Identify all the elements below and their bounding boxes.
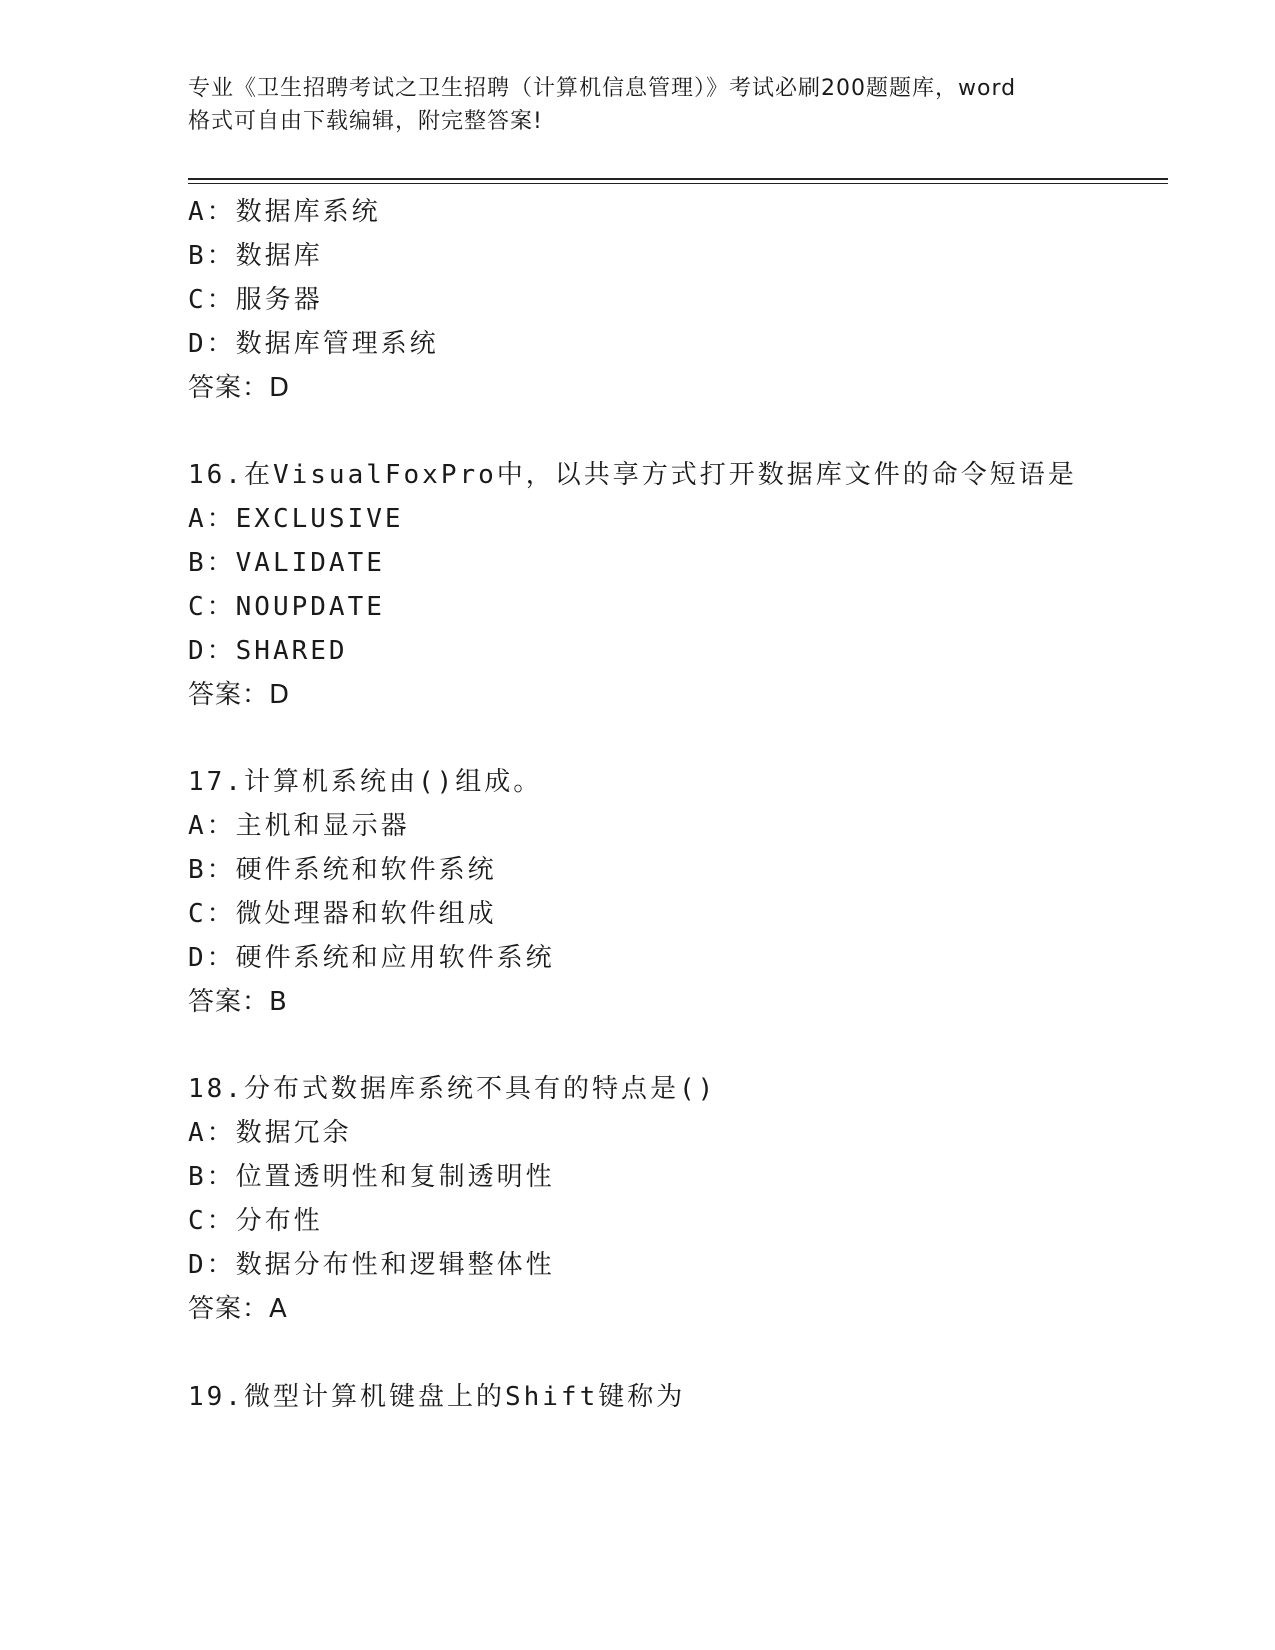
q17-option-c: C：微处理器和软件组成: [188, 899, 497, 929]
header-line-2: 格式可自由下载编辑，附完整答案!: [188, 109, 543, 134]
q18-option-d: D：数据分布性和逻辑整体性: [188, 1250, 555, 1280]
q17-option-a: A：主机和显示器: [188, 811, 410, 841]
q19-question: 19.微型计算机键盘上的Shift键称为: [188, 1382, 686, 1412]
q18-option-a: A：数据冗余: [188, 1118, 352, 1148]
q15-option-c: C：服务器: [188, 285, 323, 315]
header-divider-thick: [188, 178, 1168, 180]
q16-answer: 答案：D: [188, 680, 291, 710]
q17-option-d: D：硬件系统和应用软件系统: [188, 943, 555, 973]
q15-option-d: D：数据库管理系统: [188, 329, 439, 359]
q15-option-b: B：数据库: [188, 241, 323, 271]
q16-option-b: B：VALIDATE: [188, 548, 385, 578]
header-line-1: 专业《卫生招聘考试之卫生招聘（计算机信息管理）》考试必刷200题题库，word: [188, 76, 1017, 101]
q18-option-b: B：位置透明性和复制透明性: [188, 1162, 555, 1192]
q16-option-a: A：EXCLUSIVE: [188, 504, 404, 534]
q17-answer: 答案：B: [188, 987, 288, 1017]
q18-option-c: C：分布性: [188, 1206, 323, 1236]
q15-option-a: A：数据库系统: [188, 197, 381, 227]
q17-option-b: B：硬件系统和软件系统: [188, 855, 497, 885]
q16-option-d: D：SHARED: [188, 636, 348, 666]
q16-option-c: C：NOUPDATE: [188, 592, 385, 622]
q18-question: 18.分布式数据库系统不具有的特点是(): [188, 1074, 717, 1104]
q17-question: 17.计算机系统由()组成。: [188, 767, 543, 797]
document-header: [188, 72, 1088, 138]
header-divider-thin: [188, 183, 1168, 184]
q18-answer: 答案：A: [188, 1294, 288, 1324]
q15-answer: 答案：D: [188, 373, 291, 403]
q16-question: 16.在VisualFoxPro中，以共享方式打开数据库文件的命令短语是: [188, 460, 1077, 490]
